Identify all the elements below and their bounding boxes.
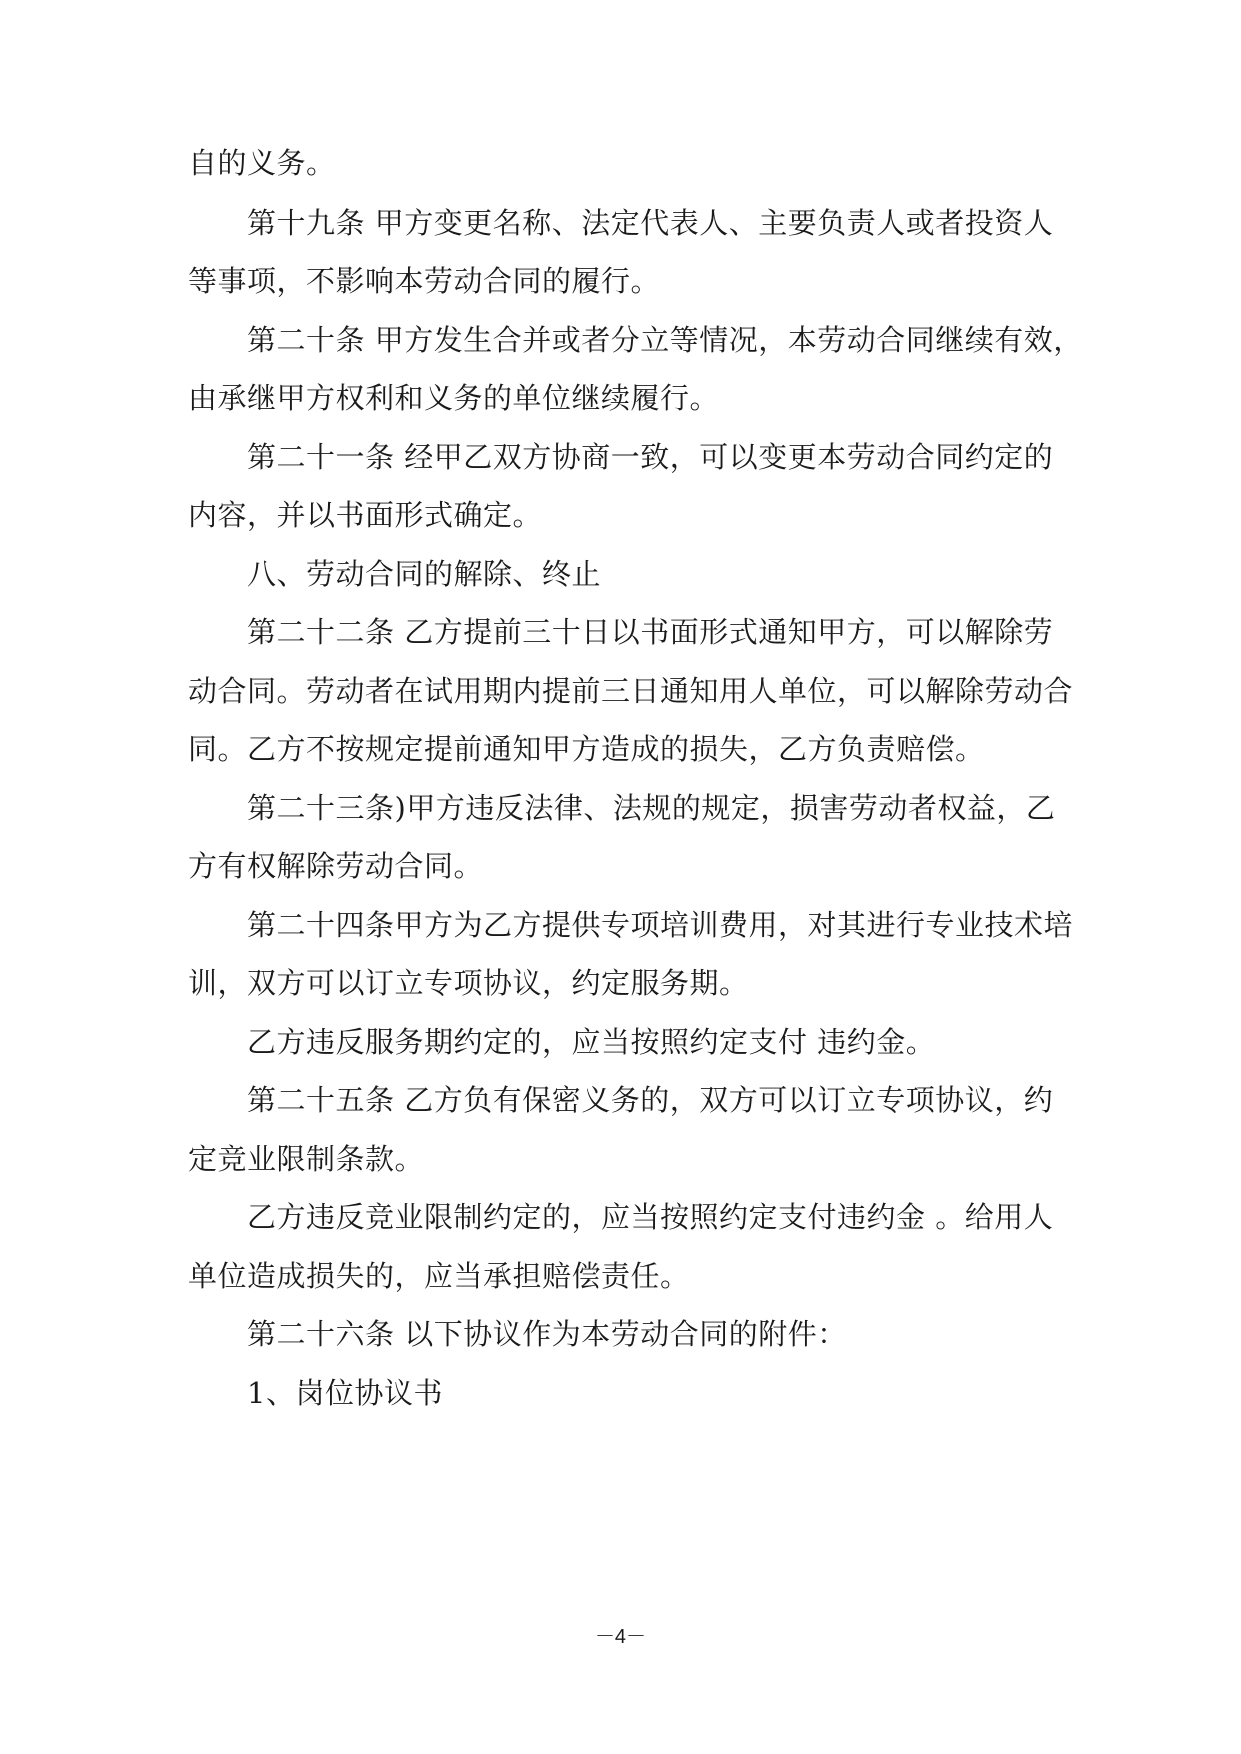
article-24-line-3: 乙方违反服务期约定的，应当按照约定支付 违约金。 (247, 1025, 936, 1059)
article-24-line-2: 训，双方可以订立专项协议，约定服务期。 (188, 966, 749, 1000)
article-22-line-2: 动合同。劳动者在试用期内提前三日通知用人单位，可以解除劳动合 (188, 674, 1074, 708)
article-22-line-1: 第二十二条 乙方提前三十日以书面形式通知甲方，可以解除劳 (247, 615, 1054, 649)
article-25-line-1: 第二十五条 乙方负有保密义务的，双方可以订立专项协议，约 (247, 1083, 1054, 1117)
article-26-line-1: 第二十六条 以下协议作为本劳动合同的附件： (247, 1317, 847, 1351)
article-25-line-2: 定竞业限制条款。 (188, 1142, 425, 1176)
article-20-line-1: 第二十条 甲方发生合并或者分立等情况，本劳动合同继续有效， (247, 323, 1083, 357)
article-23-line-1: 第二十三条)甲方违反法律、法规的规定，损害劳动者权益，乙 (247, 791, 1056, 825)
article-25-line-4: 单位造成损失的，应当承担赔偿责任。 (188, 1259, 690, 1293)
article-20-line-2: 由承继甲方权利和义务的单位继续履行。 (188, 381, 720, 415)
article-21-line-1: 第二十一条 经甲乙双方协商一致，可以变更本劳动合同约定的 (247, 440, 1054, 474)
article-21-line-2: 内容，并以书面形式确定。 (188, 498, 543, 532)
page-number: －4－ (594, 1626, 647, 1648)
article-25-line-3: 乙方违反竞业限制约定的，应当按照约定支付违约金 。给用人 (247, 1200, 1054, 1234)
text-line: 自的义务。 (188, 146, 336, 180)
article-24-line-1: 第二十四条甲方为乙方提供专项培训费用，对其进行专业技术培 (247, 908, 1074, 942)
article-19-line-1: 第十九条 甲方变更名称、法定代表人、主要负责人或者投资人 (247, 206, 1054, 240)
article-23-line-2: 方有权解除劳动合同。 (188, 849, 484, 883)
article-22-line-3: 同。乙方不按规定提前通知甲方造成的损失，乙方负责赔偿。 (188, 732, 985, 766)
article-19-line-2: 等事项，不影响本劳动合同的履行。 (188, 264, 661, 298)
attachment-item-1: 1、岗位协议书 (247, 1376, 443, 1410)
section-heading-8: 八、劳动合同的解除、终止 (247, 557, 602, 591)
